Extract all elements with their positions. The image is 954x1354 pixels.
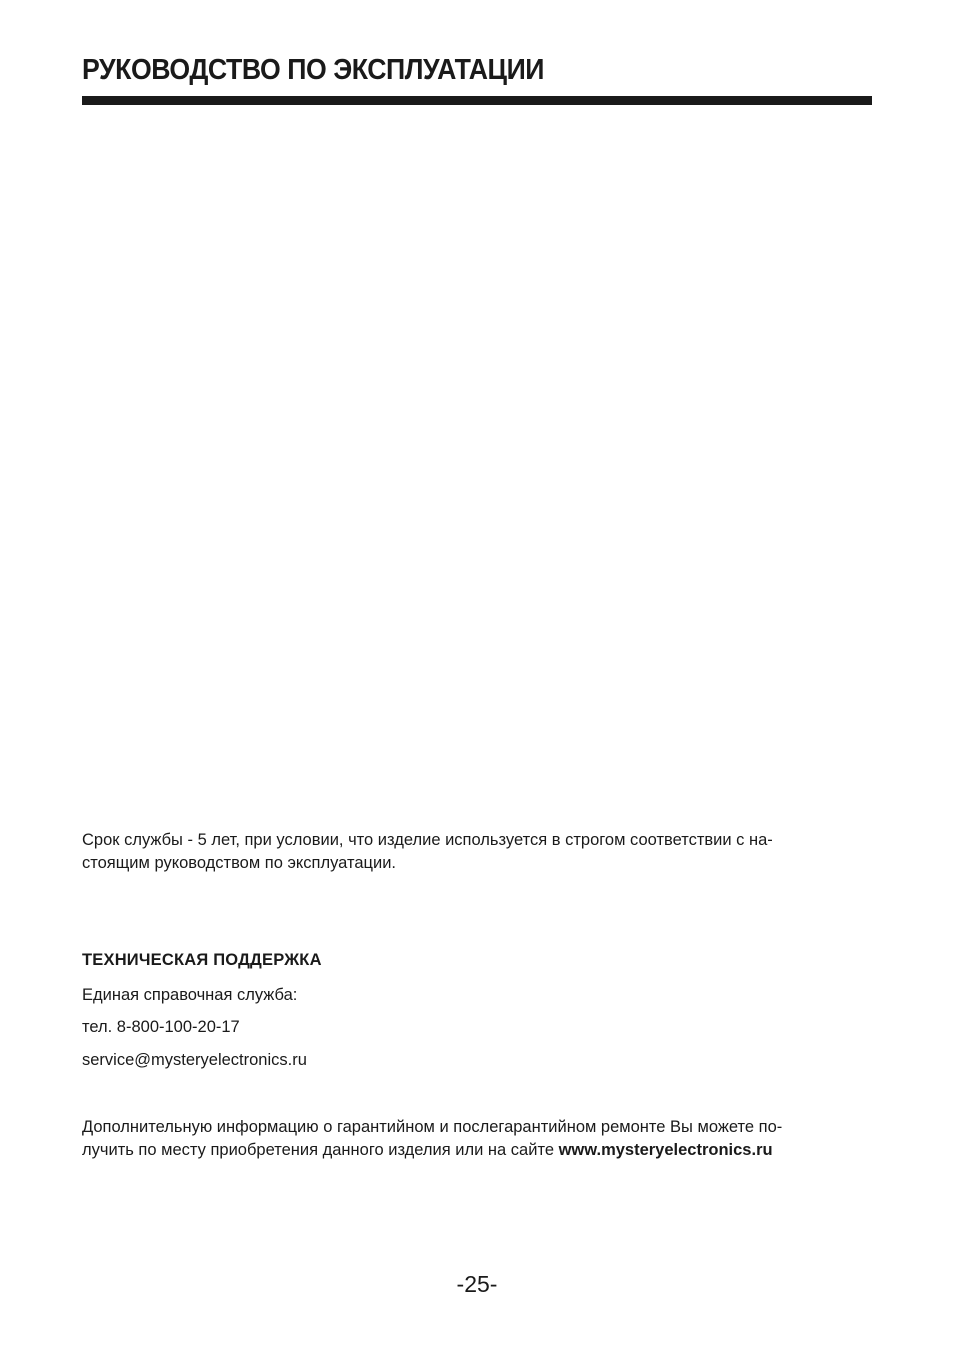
support-heading: ТЕХНИЧЕСКАЯ ПОДДЕРЖКА [82, 951, 322, 969]
page-number: -25- [456, 1271, 498, 1297]
support-email: service@mysteryelectronics.ru [82, 1051, 307, 1069]
website-link: www.mysteryelectronics.ru [558, 1141, 773, 1159]
support-phone: тел. 8-800-100-20-17 [82, 1018, 240, 1036]
service-life-line-1: Срок службы - 5 лет, при условии, что изделие используется в строгом соответствии с на- [82, 831, 773, 849]
additional-info-paragraph [82, 1116, 874, 1162]
service-life-paragraph [82, 829, 874, 875]
page-title: РУКОВОДСТВО ПО ЭКСПЛУАТАЦИИ [82, 54, 545, 86]
helpline-label: Единая справочная служба: [82, 986, 298, 1004]
additional-info-line-1: Дополнительную информацию о гарантийном и послегарантийном ремонте Вы можете по- [82, 1118, 783, 1136]
header-rule [82, 96, 872, 105]
additional-info-line-2: лучить по месту приобретения данного изделия или на сайте [82, 1141, 559, 1159]
service-life-line-2: стоящим руководством по эксплуатации. [82, 854, 397, 872]
